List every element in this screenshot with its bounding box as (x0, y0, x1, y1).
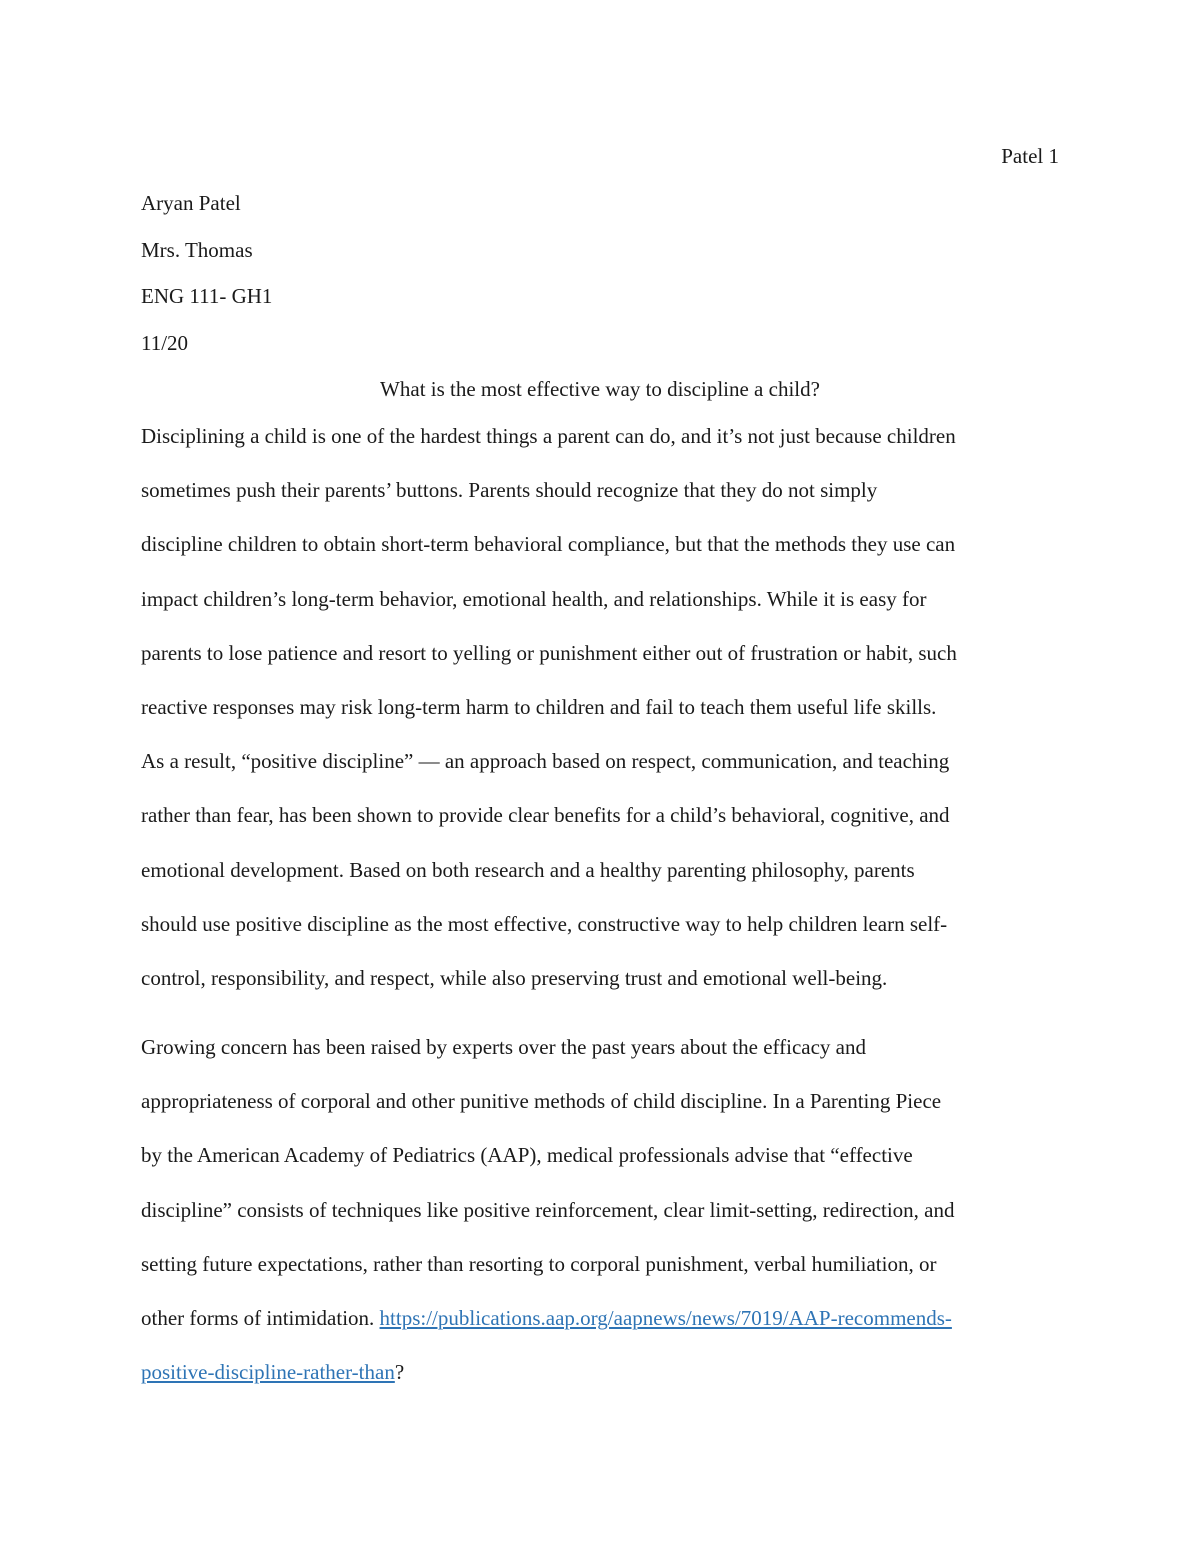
paragraph-line: Growing concern has been raised by experts over the past years about the efficacy and (141, 1035, 866, 1059)
paragraph-line: discipline children to obtain short-term behavioral compliance, but that the methods they use can (141, 532, 956, 557)
paragraph-1 (141, 409, 1059, 1005)
paragraph-line-with-link (141, 1291, 1059, 1345)
paragraph-line: reactive responses may risk long-term harm to children and fail to teach them useful life skills. (141, 695, 937, 720)
paragraph-line: by the American Academy of Pediatrics (AAP), medical professionals advise that “effective (141, 1143, 913, 1168)
paragraph-line: rather than fear, has been shown to provide clear benefits for a child’s behavioral, cognitive, and (141, 803, 950, 828)
paragraph-line: should use positive discipline as the most effective, constructive way to help children learn self- (141, 911, 948, 936)
paragraph-line: sometimes push their parents’ buttons. Parents should recognize that they do not simply (141, 478, 878, 503)
paragraph-line: discipline” consists of techniques like positive reinforcement, clear limit-setting, redirection, and (141, 1197, 955, 1222)
paragraph-line: As a result, “positive discipline” — an approach based on respect, communication, and teaching (141, 749, 950, 774)
trailing-punctuation: ? (394, 1360, 405, 1385)
paragraph-line: impact children’s long-term behavior, emotional health, and relationships. While it is easy for (141, 586, 927, 611)
essay-title: What is the most effective way to discipline a child? (380, 377, 820, 401)
paragraph-line: setting future expectations, rather than resorting to corporal punishment, verbal humiliation, or (141, 1251, 937, 1276)
date: 11/20 (141, 330, 189, 355)
mla-heading (141, 189, 1059, 375)
student-name: Aryan Patel (141, 191, 241, 215)
paragraph-line: emotional development. Based on both research and a healthy parenting philosophy, parents (141, 857, 915, 882)
paragraph-line: appropriateness of corporal and other punitive methods of child discipline. In a Parenting Piece (141, 1089, 942, 1114)
instructor-name: Mrs. Thomas (141, 237, 253, 262)
course-name: ENG 111- GH1 (141, 284, 273, 308)
paragraph-line-with-link (141, 1345, 1059, 1399)
paragraph-line: control, responsibility, and respect, while also preserving trust and emotional well-being. (141, 966, 888, 991)
paragraph-text: other forms of intimidation. (141, 1306, 380, 1331)
paragraph-line: parents to lose patience and resort to yelling or punishment either out of frustration or habit, such (141, 640, 957, 665)
paragraph-line: Disciplining a child is one of the hardest things a parent can do, and it’s not just because children (141, 424, 956, 448)
source-link-part-1[interactable]: https://publications.aap.org/aapnews/news/7019/AAP-recommends- (379, 1306, 952, 1331)
source-link-part-2[interactable]: positive-discipline-rather-than (141, 1360, 395, 1385)
running-header: Patel 1 (1001, 144, 1059, 168)
paragraph-2 (141, 1020, 1059, 1399)
